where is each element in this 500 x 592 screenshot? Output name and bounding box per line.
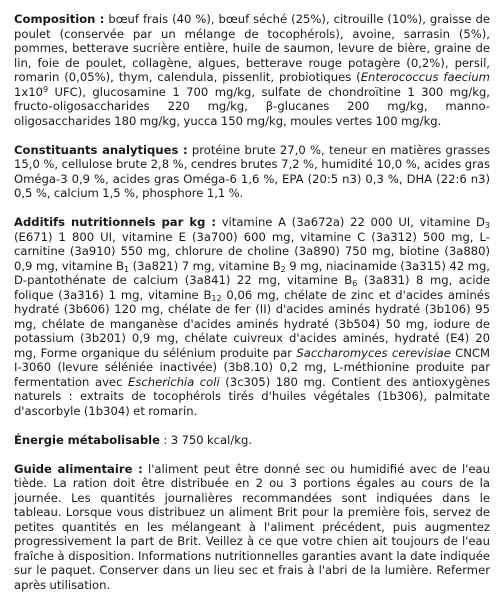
additives-text: (3c305) 180 mg. Contient des antioxygènes naturels : extraits de tocophérols tirés d'huiles végétales (1b306), palmitate d'ascorbyle (1b304) et romarin. [14, 375, 490, 418]
energy-section [14, 433, 490, 448]
yeast-species: Saccharomyces cerevisiae [296, 346, 451, 360]
subscript: 1 [124, 265, 129, 274]
additives-text: 0,06 mg, chélate de zinc et d'acides aminés hydraté (3b606) 120 mg, chélate de fer (II) d'acides aminés hydraté (3b106) 95 mg, chélate de manganèse d'acides aminés hydraté (3b504) 50 mg, iodure de potassium (3b201) 0,9 mg, chélate cuivreux d'acides aminés, hydraté (E4) 20 mg, Forme organique du sélénium produite par [14, 288, 490, 360]
energy-text: : 3 750 kcal/kg. [160, 433, 252, 447]
analytical-text: protéine brute 27,0 %, teneur en matières grasses 15,0 %, cellulose brute 2,8 %, cendres brutes 7,2 %, humidité 10,0 %, acides gras Oméga-3 0,9 %, acides gras Oméga-6 1,6 %, EPA (20:5 n3) 0,3 %, DHA (22:6 n3) 0,5 %, calcium 1,5 %, phosphore 1,1 %. [14, 143, 490, 201]
feeding-guide-heading: Guide alimentaire : [14, 462, 143, 476]
analytical-section [14, 143, 490, 201]
probiotic-species: Enterococcus faecium [361, 70, 490, 84]
additives-text: CNCM I-3060 (levure séléniée inactivée) (3b8.10) 0,2 mg, L-méthionine produite par fermentation avec [14, 346, 490, 389]
subscript: 6 [352, 279, 357, 288]
feeding-guide-text: l'aliment peut être donné sec ou humidifié avec de l'eau tiède. La ration doit être distribuée en 2 ou 3 portions égales au cours de la journée. Les quantités journalières recommandées sont indiquées dans le tableau. Lorsque vous distribuez un aliment Brit pour la première fois, servez de petites quantités en les mélangeant à l'aliment précédent, puis augmentez progressivement la part de Brit. Veillez à ce que votre chien ait toujours de l'eau fraîche à disposition. Informations nutritionnelles garanties avant la date indiquée sur le paquet. Conserver dans un lieu sec et frais à l'abri de la lumière. Refermer après utilisation. [14, 462, 490, 592]
additives-text: (3a821) 7 mg, vitamine B [129, 259, 281, 273]
additives-text: (3a831) 8 mg, acide folique (3a316) 1 mg, vitamine B [14, 273, 490, 302]
additives-text: (E671) 1 800 UI, vitamine E (3a700) 600 mg, vitamine C (3a312) 500 mg, L-carnitine (3a910) 550 mg, chlorure de choline (3a890) 750 mg, biotine (3a880) 0,9 mg, vitamine B [14, 230, 490, 273]
additives-heading: Additifs nutritionnels par kg : [14, 215, 216, 229]
bacteria-species: Escherichia coli [128, 375, 220, 389]
feeding-guide-section [14, 462, 490, 592]
composition-text: bœuf frais (40 %), bœuf séché (25%), citrouille (10%), graisse de poulet (conservée par un mélange de tocophérols), avoine, sarrasin (5%), pommes, betterave sucrière entière, huile de saumon, levure de bière, graine de lin, foie de poulet, collagène, algues, betterave rouge potagère (0,2%), persil, romarin (0,05%), thym, calendula, pissenlit, probiotiques ( [14, 12, 490, 84]
exponent: 9 [43, 85, 48, 94]
composition-text: UFC), glucosamine 1 700 mg/kg, sulfate de chondroïtine 1 300 mg/kg, fructo-oligosaccharides 220 mg/kg, β-glucanes 200 mg/kg, manno-oligosaccharides 180 mg/kg, yucca 150 mg/kg, moules vertes 100 mg/kg. [14, 85, 490, 128]
subscript: 3 [485, 221, 490, 230]
analytical-heading: Constituants analytiques : [14, 143, 188, 157]
subscript: 2 [281, 265, 286, 274]
additives-text: vitamine A (3a672a) 22 000 UI, vitamine D [216, 215, 485, 229]
additives-section [14, 215, 490, 418]
subscript: 12 [211, 294, 221, 303]
composition-section [14, 12, 490, 128]
composition-heading: Composition : [14, 12, 104, 26]
additives-text: 9 mg, niacinamide (3a315) 42 mg, D-pantothénate de calcium (3a841) 22 mg, vitamine B [14, 259, 490, 288]
composition-text: 1x10 [14, 85, 43, 99]
energy-heading: Énergie métabolisable [14, 433, 160, 447]
